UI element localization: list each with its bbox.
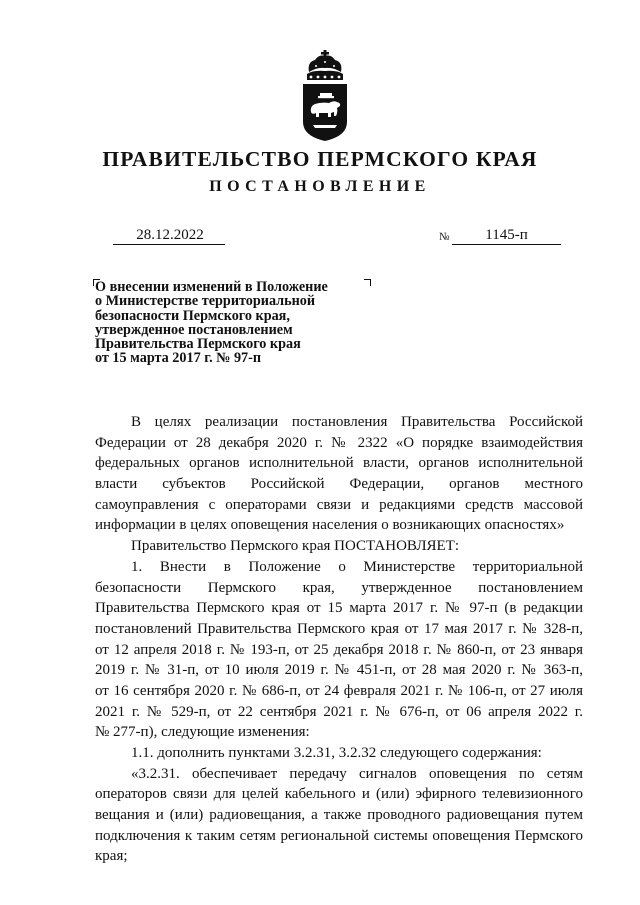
body-line: самоуправления с операторами связи и редакциями средств массовой xyxy=(95,496,583,513)
body-line: В целях реализации постановления Правительства Российской xyxy=(131,414,583,430)
body-line: власти субъектов Российской Федерации, органов местного xyxy=(95,476,583,493)
decree-number: 1145-п xyxy=(452,226,561,245)
body-line: операторов связи для целей кабельного и (или) эфирного телевизионного xyxy=(95,786,583,803)
body-line: 1.1. дополнить пунктами 3.2.31, 3.2.32 следующего содержания: xyxy=(131,745,542,761)
body-line: «3.2.31. обеспечивает передачу сигналов оповещения по сетям xyxy=(131,765,583,782)
body-line: постановлений Правительства Пермского края от 17 мая 2017 г. № 328-п, xyxy=(95,620,583,637)
body-line: Правительства Пермского края от 15 марта 2017 г. № 97-п (в редакции xyxy=(95,600,583,617)
body-line: вещания и (или) радиовещания, а также проводного радиовещания путем xyxy=(95,807,583,824)
body-line: безопасности Пермского края, утвержденное постановлением xyxy=(95,579,583,596)
body-line: от 16 сентября 2020 г. № 686-п, от 24 февраля 2021 г. № 106-п, от 27 июля xyxy=(95,682,583,699)
body-line: федеральных органов исполнительной власти, органов исполнительной xyxy=(95,455,583,472)
subject-line: о Министерстве территориальной xyxy=(95,293,316,310)
subject-line: Правительства Пермского края xyxy=(95,336,301,353)
body-line: № 277-п), следующие изменения: xyxy=(95,724,310,741)
body-line: Правительство Пермского края ПОСТАНОВЛЯЕТ: xyxy=(131,538,460,555)
decree-subject xyxy=(95,280,375,366)
subject-line: от 15 марта 2017 г. № 97-п xyxy=(95,350,262,367)
decree-date: 28.12.2022 xyxy=(113,226,225,245)
body-line: подключения к таким сетям региональной системы оповещения Пермского xyxy=(95,827,583,844)
document-type: ПОСТАНОВЛЕНИЕ xyxy=(209,178,431,195)
subject-line: утвержденное постановлением xyxy=(95,321,293,338)
subject-line: безопасности Пермского края, xyxy=(95,307,290,324)
body-line: Федерации от 28 декабря 2020 г. № 2322 «О порядке взаимодействия xyxy=(95,434,583,451)
body-line: от 12 апреля 2018 г. № 193-п, от 25 декабря 2018 г. № 860-п, от 23 января xyxy=(95,641,583,658)
body-line: 1. Внести в Положение о Министерстве территориальной xyxy=(131,558,583,575)
subject-line: О внесении изменений в Положение xyxy=(95,279,328,295)
body-line: 2019 г. № 31-п, от 10 июля 2019 г. № 451-п, от 28 мая 2020 г. № 363-п, xyxy=(95,662,583,679)
government-title: ПРАВИТЕЛЬСТВО ПЕРМСКОГО КРАЯ xyxy=(102,147,538,171)
coat-of-arms-icon xyxy=(299,50,351,142)
decree-body xyxy=(95,412,583,867)
body-line: 2021 г. № 529-п, от 22 сентября 2021 г. № 676-п, от 06 апреля 2022 г. xyxy=(95,703,583,720)
body-line: информации в целях оповещения населения о возникающих опасностях» xyxy=(95,517,565,534)
number-sign: № xyxy=(439,231,450,243)
body-line: края; xyxy=(95,848,128,865)
